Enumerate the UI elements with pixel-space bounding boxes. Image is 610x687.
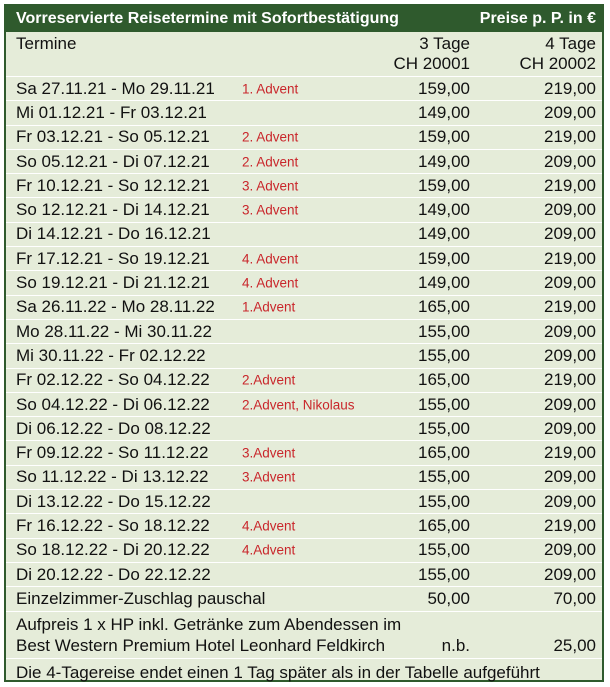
table-row xyxy=(6,101,602,125)
row-price-3: 149,00 xyxy=(418,102,470,122)
table-row xyxy=(6,393,602,417)
table-row xyxy=(6,563,602,587)
row-date: So 18.12.22 - Di 20.12.22 xyxy=(16,540,210,560)
row-price-3: 155,00 xyxy=(418,418,470,438)
row-note: 1. Advent xyxy=(242,81,299,97)
row-date: So 12.12.21 - Di 14.12.21 xyxy=(16,200,210,220)
table-row xyxy=(6,271,602,295)
table-body xyxy=(6,77,602,587)
row-date: Di 14.12.21 - Do 16.12.21 xyxy=(16,224,211,244)
row-date: Fr 10.12.21 - So 12.12.21 xyxy=(16,175,210,195)
row-price-4: 209,00 xyxy=(544,491,596,511)
hp-line-2: Best Western Premium Hotel Leonhard Feldkirch xyxy=(16,636,386,656)
row-note: 3.Advent xyxy=(242,445,296,461)
row-price-4: 219,00 xyxy=(544,127,596,147)
row-price-4: 209,00 xyxy=(544,394,596,414)
row-price-4: 209,00 xyxy=(544,151,596,171)
row-date: Fr 09.12.22 - So 11.12.22 xyxy=(16,443,209,463)
row-note: 3. Advent xyxy=(242,178,299,194)
table-row xyxy=(6,198,602,222)
row-price-4: 209,00 xyxy=(544,345,596,365)
row-note: 3.Advent xyxy=(242,469,296,485)
footer-note xyxy=(6,659,602,687)
header-3-tage-label: 3 Tage xyxy=(419,34,470,53)
row-price-4: 209,00 xyxy=(544,273,596,293)
row-note: 2. Advent xyxy=(242,154,299,170)
table-row xyxy=(6,174,602,198)
table-row xyxy=(6,77,602,101)
table-row xyxy=(6,490,602,514)
row-price-4: 209,00 xyxy=(544,418,596,438)
header-termine: Termine xyxy=(16,34,77,53)
row-price-4: 209,00 xyxy=(544,467,596,487)
row-note: 4. Advent xyxy=(242,275,299,291)
row-price-4: 209,00 xyxy=(544,200,596,220)
row-date: So 19.12.21 - Di 21.12.21 xyxy=(16,273,210,293)
table-row xyxy=(6,126,602,150)
price-table xyxy=(4,4,604,682)
einzelzimmer-price-4: 70,00 xyxy=(553,589,596,609)
row-price-3: 165,00 xyxy=(418,515,470,535)
row-price-4: 219,00 xyxy=(544,248,596,268)
table-row xyxy=(6,296,602,320)
row-price-4: 219,00 xyxy=(544,515,596,535)
table-row xyxy=(6,223,602,247)
header-4-tage-code: CH 20002 xyxy=(519,54,596,73)
header-3-tage-code: CH 20001 xyxy=(393,54,470,73)
row-price-3: 149,00 xyxy=(418,200,470,220)
row-date: Fr 02.12.22 - So 04.12.22 xyxy=(16,370,210,390)
table-row xyxy=(6,320,602,344)
row-price-4: 219,00 xyxy=(544,443,596,463)
row-price-4: 219,00 xyxy=(544,297,596,317)
row-price-4: 209,00 xyxy=(544,321,596,341)
row-price-3: 165,00 xyxy=(418,297,470,317)
hp-price-3: n.b. xyxy=(441,636,470,656)
row-note: 2. Advent xyxy=(242,129,299,145)
row-date: So 11.12.22 - Di 13.12.22 xyxy=(16,467,209,487)
row-date: Fr 16.12.22 - So 18.12.22 xyxy=(16,515,210,535)
row-note: 4.Advent xyxy=(242,518,296,534)
row-note: 1.Advent xyxy=(242,299,296,315)
row-date: Di 20.12.22 - Do 22.12.22 xyxy=(16,564,211,584)
row-price-3: 155,00 xyxy=(418,321,470,341)
row-price-3: 155,00 xyxy=(418,540,470,560)
row-price-3: 165,00 xyxy=(418,370,470,390)
einzelzimmer-price-3: 50,00 xyxy=(427,589,470,609)
row-date: Mo 28.11.22 - Mi 30.11.22 xyxy=(16,321,212,341)
row-date: So 05.12.21 - Di 07.12.21 xyxy=(16,151,210,171)
row-price-3: 159,00 xyxy=(418,78,470,98)
row-date: So 04.12.22 - Di 06.12.22 xyxy=(16,394,210,414)
hp-row xyxy=(6,612,602,659)
row-price-3: 155,00 xyxy=(418,467,470,487)
row-price-3: 155,00 xyxy=(418,564,470,584)
row-price-3: 155,00 xyxy=(418,345,470,365)
table-title-bar xyxy=(6,6,602,32)
table-row xyxy=(6,150,602,174)
row-note: 2.Advent, Nikolaus xyxy=(242,397,355,412)
table-row xyxy=(6,247,602,271)
table-row xyxy=(6,344,602,368)
row-price-3: 155,00 xyxy=(418,491,470,511)
row-note: 4.Advent xyxy=(242,542,296,558)
row-note: 2.Advent xyxy=(242,372,296,388)
row-date: Di 06.12.22 - Do 08.12.22 xyxy=(16,418,211,438)
einzelzimmer-row xyxy=(6,587,602,612)
hp-price-4: 25,00 xyxy=(553,636,596,656)
hp-line-1: Aufpreis 1 x HP inkl. Getränke zum Abendessen im xyxy=(16,615,402,635)
row-price-3: 149,00 xyxy=(418,224,470,244)
row-price-4: 209,00 xyxy=(544,540,596,560)
row-price-4: 219,00 xyxy=(544,175,596,195)
row-date: Fr 03.12.21 - So 05.12.21 xyxy=(16,127,210,147)
table-row xyxy=(6,441,602,465)
table-row xyxy=(6,466,602,490)
row-price-3: 159,00 xyxy=(418,175,470,195)
table-row xyxy=(6,417,602,441)
row-price-3: 149,00 xyxy=(418,273,470,293)
header-4-tage-label: 4 Tage xyxy=(545,34,596,53)
row-date: Mi 01.12.21 - Fr 03.12.21 xyxy=(16,102,207,122)
row-price-3: 155,00 xyxy=(418,394,470,414)
row-price-3: 149,00 xyxy=(418,151,470,171)
row-date: Sa 26.11.22 - Mo 28.11.22 xyxy=(16,297,215,317)
einzelzimmer-label: Einzelzimmer-Zuschlag pauschal xyxy=(16,589,266,609)
row-note: 4. Advent xyxy=(242,251,299,267)
row-price-3: 159,00 xyxy=(418,127,470,147)
row-date: Mi 30.11.22 - Fr 02.12.22 xyxy=(16,345,206,365)
table-row xyxy=(6,539,602,563)
row-note: 3. Advent xyxy=(242,202,299,218)
footer-text: Die 4-Tagereise endet einen 1 Tag später als in der Tabelle aufgeführt xyxy=(16,663,540,683)
row-date: Fr 17.12.21 - So 19.12.21 xyxy=(16,248,210,268)
row-price-4: 209,00 xyxy=(544,224,596,244)
row-date: Sa 27.11.21 - Mo 29.11.21 xyxy=(16,78,215,98)
price-note: Preise p. P. in € xyxy=(479,10,596,27)
header-4-tage xyxy=(519,34,596,74)
row-price-4: 209,00 xyxy=(544,564,596,584)
row-price-4: 219,00 xyxy=(544,78,596,98)
table-row xyxy=(6,369,602,393)
table-row xyxy=(6,514,602,538)
row-price-3: 159,00 xyxy=(418,248,470,268)
header-3-tage xyxy=(393,34,470,74)
table-title: Vorreservierte Reisetermine mit Sofortbestätigung xyxy=(16,10,399,27)
column-header xyxy=(6,32,602,77)
row-date: Di 13.12.22 - Do 15.12.22 xyxy=(16,491,211,511)
row-price-4: 219,00 xyxy=(544,370,596,390)
row-price-3: 165,00 xyxy=(418,443,470,463)
row-price-4: 209,00 xyxy=(544,102,596,122)
